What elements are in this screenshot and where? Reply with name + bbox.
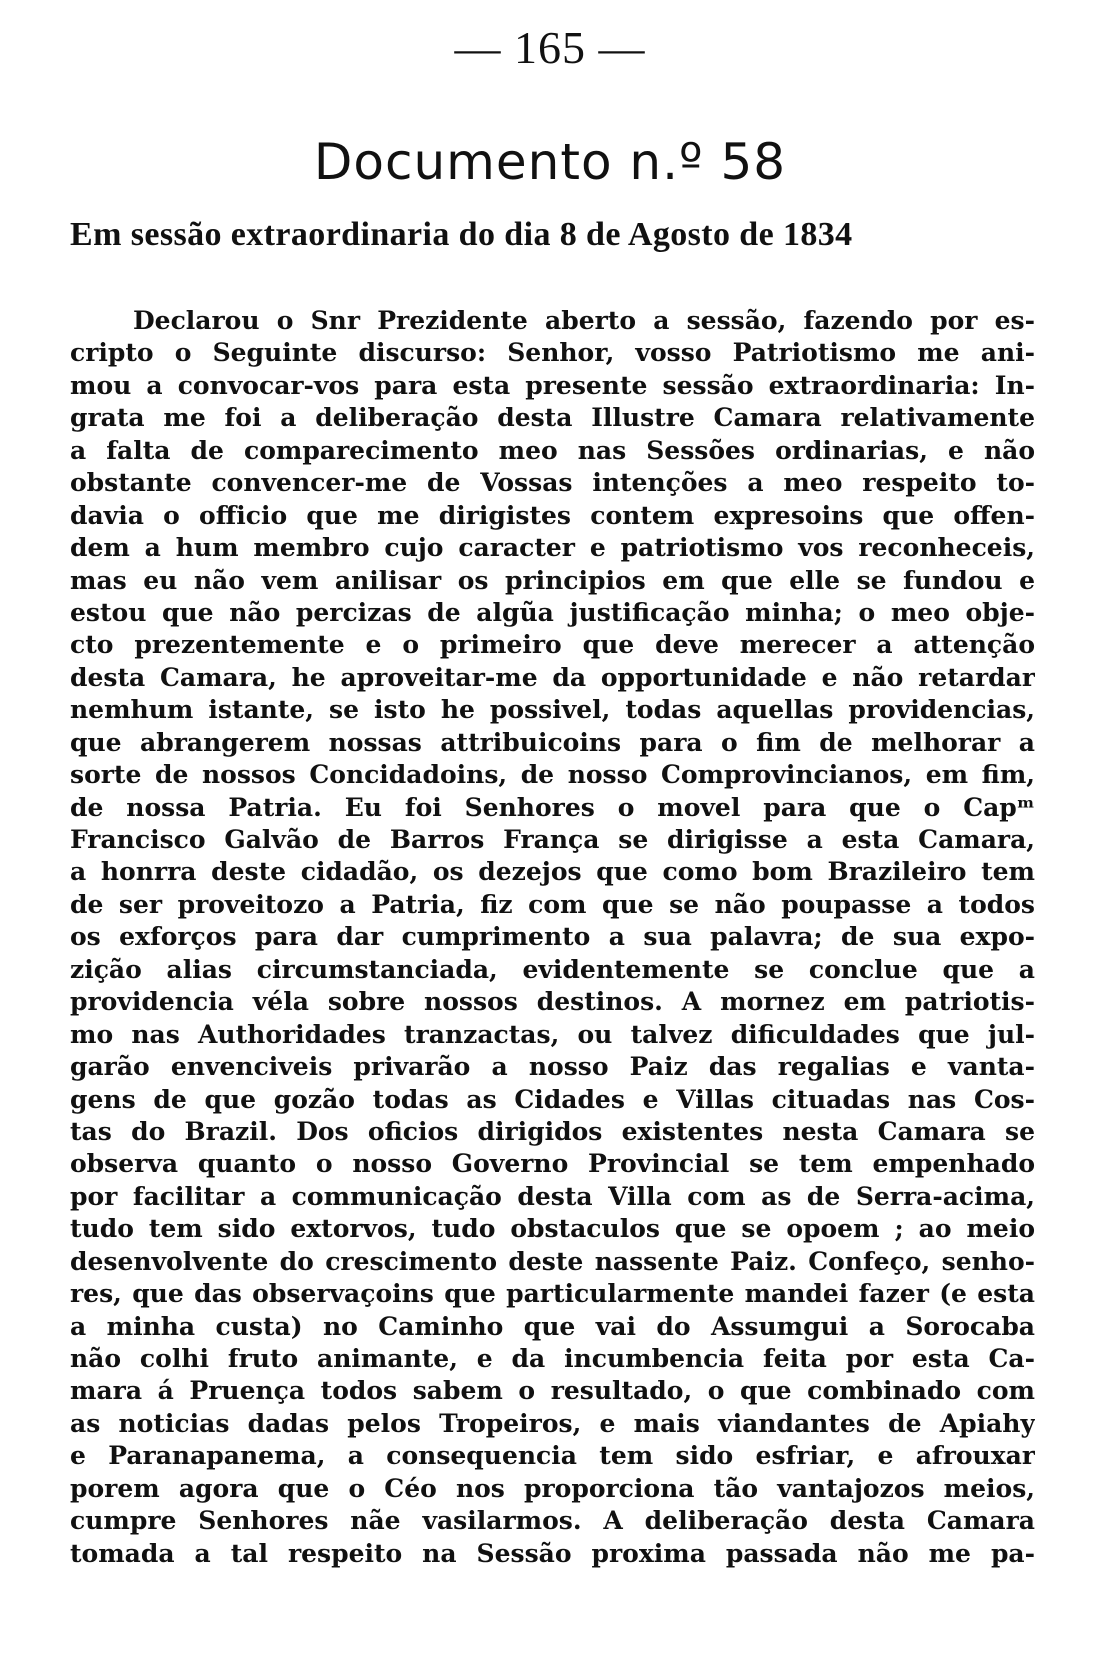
- body-text: [70, 305, 1035, 1570]
- text-line: e Paranapanema, a consequencia tem sido esfriar, e afrouxar: [70, 1441, 1035, 1471]
- text-line: garão envenciveis privarão a nosso Paiz das regalias e vanta-: [70, 1052, 1035, 1082]
- text-line: os exforços para dar cumprimento a sua palavra; de sua expo-: [70, 922, 1035, 952]
- text-line: de nossa Patria. Eu foi Senhores o movel para que o Capᵐ: [70, 792, 1035, 822]
- document-title: Documento n.º 58: [313, 133, 787, 191]
- text-line: desenvolvente do crescimento deste nassente Paiz. Confeço, senho-: [70, 1246, 1035, 1276]
- text-line: gens de que gozão todas as Cidades e Villas cituadas nas Cos-: [70, 1084, 1035, 1114]
- text-line: res, que das observaçoins que particularmente mandei fazer (e esta: [70, 1279, 1035, 1309]
- text-line: tomada a tal respeito na Sessão proxima passada não me pa-: [70, 1538, 1035, 1568]
- text-line: desta Camara, he aproveitar-me da opportunidade e não retardar: [70, 662, 1035, 692]
- text-line: mo nas Authoridades tranzactas, ou talvez dificuldades que jul-: [70, 1019, 1035, 1049]
- text-line: a falta de comparecimento meo nas Sessões ordinarias, e não: [70, 435, 1035, 465]
- text-line: estou que não percizas de algũa justificação minha; o meo obje-: [70, 597, 1035, 627]
- text-line: nemhum istante, se isto he possivel, todas aquellas providencias,: [70, 695, 1035, 725]
- text-line: Francisco Galvão de Barros França se dirigisse a esta Camara,: [70, 825, 1035, 854]
- text-line: dem a hum membro cujo caracter e patriotismo vos reconheceis,: [70, 533, 1035, 563]
- text-line: não colhi fruto animante, e da incumbencia feita por esta Ca-: [70, 1344, 1035, 1373]
- text-line: davia o officio que me dirigistes contem expresoins que offen-: [70, 500, 1035, 530]
- text-line: por facilitar a communicação desta Villa com as de Serra-acima,: [70, 1181, 1035, 1211]
- text-line: as noticias dadas pelos Tropeiros, e mais viandantes de Apiahy: [70, 1408, 1035, 1438]
- page-number: — 165 —: [454, 22, 646, 73]
- text-line: tudo tem sido extorvos, tudo obstaculos que se opoem ; ao meio: [70, 1214, 1035, 1244]
- session-heading: Em sessão extraordinaria do dia 8 de Agosto de 1834: [70, 216, 853, 253]
- text-line: a honrra deste cidadão, os dezejos que como bom Brazileiro tem: [70, 857, 1035, 887]
- text-line: a minha custa) no Caminho que vai do Assumgui a Sorocaba: [70, 1311, 1035, 1341]
- text-line: mou a convocar-vos para esta presente sessão extraordinaria: In-: [70, 370, 1035, 400]
- text-line: cumpre Senhores nãe vasilarmos. A deliberação desta Camara: [70, 1506, 1035, 1536]
- text-line: que abrangerem nossas attribuicoins para o fim de melhorar a: [70, 727, 1035, 757]
- text-line: cripto o Seguinte discurso: Senhor, vosso Patriotismo me ani-: [70, 338, 1035, 368]
- text-line: mas eu não vem anilisar os principios em que elle se fundou e: [70, 565, 1035, 595]
- text-line: cto prezentemente e o primeiro que deve merecer a attenção: [70, 630, 1035, 660]
- text-line: sorte de nossos Concidadoins, de nosso Comprovincianos, em fim,: [70, 760, 1035, 790]
- text-line: zição alias circumstanciada, evidentemente se conclue que a: [70, 954, 1035, 984]
- text-line: mara á Pruença todos sabem o resultado, o que combinado com: [70, 1376, 1035, 1406]
- text-line: tas do Brazil. Dos oficios dirigidos existentes nesta Camara se: [70, 1116, 1035, 1146]
- text-line: grata me foi a deliberação desta Illustre Camara relativamente: [70, 403, 1035, 433]
- text-line: porem agora que o Céo nos proporciona tão vantajozos meios,: [70, 1473, 1035, 1503]
- text-line: Declarou o Snr Prezidente aberto a sessão, fazendo por es-: [133, 306, 1035, 335]
- text-line: observa quanto o nosso Governo Provincial se tem empenhado: [70, 1149, 1035, 1179]
- text-line: obstante convencer-me de Vossas intenções a meo respeito to-: [70, 468, 1035, 498]
- text-line: de ser proveitozo a Patria, fiz com que se não poupasse a todos: [70, 889, 1035, 919]
- text-line: providencia véla sobre nossos destinos. A mornez em patriotis-: [70, 987, 1035, 1017]
